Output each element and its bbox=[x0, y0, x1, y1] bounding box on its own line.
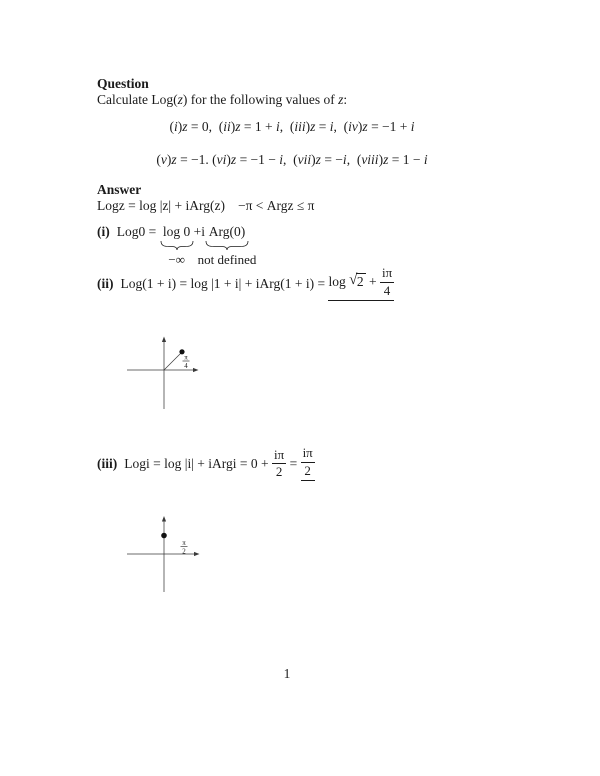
answer-item-ii bbox=[97, 266, 394, 301]
text-segment: ( bbox=[156, 152, 161, 167]
text-segment: −π < Argz ≤ π bbox=[237, 198, 315, 213]
item-i-label: (i) bbox=[97, 224, 110, 239]
page-number: 1 bbox=[283, 666, 291, 681]
text-segment: ) bbox=[311, 152, 316, 167]
equation-values-line-2 bbox=[97, 152, 487, 168]
fraction-ipi-over-2-result: $\frac{i\pi}{2}$ bbox=[302, 445, 313, 478]
y-axis-arrow-icon bbox=[162, 337, 166, 343]
underbrace-arg0-text: Arg(0) bbox=[208, 224, 246, 239]
text-segment: i bbox=[275, 119, 280, 134]
underbrace-group-arg0: Arg(0) not defined bbox=[197, 224, 257, 267]
result-log-text: log bbox=[328, 274, 350, 290]
text-segment: z bbox=[315, 152, 321, 167]
text-segment: ) bbox=[305, 119, 311, 134]
text-segment: ( bbox=[212, 152, 217, 167]
result-plus-text: + bbox=[365, 274, 380, 290]
complex-plane-diagram-pi-over-2 bbox=[120, 512, 210, 598]
text-segment: vi bbox=[216, 152, 227, 167]
fraction-ipi-over-4: $\frac{i\pi}{4}$ bbox=[381, 265, 393, 298]
text-segment: z bbox=[338, 92, 344, 107]
underbrace-icon bbox=[205, 241, 249, 251]
text-segment: z bbox=[235, 119, 241, 134]
text-segment: ( bbox=[289, 119, 295, 134]
sqrt-two: √ 2 bbox=[349, 272, 364, 290]
text-segment: i bbox=[173, 119, 178, 134]
radical-icon: √ bbox=[349, 272, 358, 289]
point-dot bbox=[161, 533, 167, 539]
item-i-lead: Log0 = bbox=[116, 224, 160, 239]
text-segment: = −1 + bbox=[367, 119, 411, 134]
item-iii-label: (iii) bbox=[97, 455, 118, 471]
item-iii-underlined-result bbox=[301, 446, 315, 481]
text-segment: z bbox=[362, 119, 368, 134]
item-iii-body: Logi = log |i| + iArgi = 0 + bbox=[124, 455, 272, 471]
text-segment: , bbox=[346, 152, 357, 167]
text-segment: , bbox=[279, 119, 290, 134]
log-definition-formula bbox=[97, 198, 315, 214]
text-segment: z bbox=[383, 152, 389, 167]
text-segment: iv bbox=[348, 119, 358, 134]
text-segment: ii bbox=[223, 119, 231, 134]
item-ii-body: Log(1 + i) = log |1 + i| + iArg(1 + i) = bbox=[120, 275, 329, 291]
equation-values-line-1 bbox=[97, 119, 487, 135]
answer-item-iii bbox=[97, 446, 315, 481]
text-segment: ( bbox=[218, 119, 224, 134]
text-segment: ) bbox=[177, 119, 183, 134]
text-segment: viii bbox=[361, 152, 379, 167]
item-iii-equals: = bbox=[286, 455, 301, 471]
text-segment: = 1 − bbox=[388, 152, 424, 167]
text-segment: = − bbox=[320, 152, 343, 167]
angle-label-denominator: 4 bbox=[184, 362, 188, 370]
underbrace-log0-text: log 0 bbox=[162, 224, 191, 239]
text-segment: i bbox=[279, 152, 284, 167]
text-segment: ( bbox=[293, 152, 298, 167]
text-segment: , bbox=[283, 152, 294, 167]
fraction-ipi-over-2: $\frac{i\pi}{2}$ bbox=[274, 446, 285, 480]
text-segment: = bbox=[315, 119, 330, 134]
text-segment: , bbox=[333, 119, 344, 134]
radius-line bbox=[164, 353, 181, 370]
text-segment: = 0, bbox=[187, 119, 219, 134]
text-segment: = 1 + bbox=[240, 119, 276, 134]
text-segment: i bbox=[410, 119, 415, 134]
text-segment: z bbox=[182, 119, 188, 134]
text-segment: ( bbox=[169, 119, 174, 134]
item-ii-underlined-result bbox=[328, 266, 394, 301]
text-segment: v bbox=[160, 152, 167, 167]
text-segment: Calculate Log( bbox=[97, 92, 178, 107]
question-heading: Question bbox=[97, 76, 149, 91]
text-segment: ) bbox=[226, 152, 231, 167]
angle-label-numerator: π bbox=[182, 539, 186, 547]
underbrace-icon bbox=[160, 241, 194, 251]
text-segment: z bbox=[230, 152, 237, 167]
x-axis-arrow-icon bbox=[193, 368, 199, 372]
text-segment: z bbox=[310, 119, 316, 134]
text-segment: ) bbox=[166, 152, 172, 167]
text-segment: iii bbox=[294, 119, 306, 134]
text-segment: Logz = log |z| + iArg(z) bbox=[97, 198, 225, 213]
text-segment: ) for the following values of bbox=[182, 92, 339, 107]
text-segment: z bbox=[171, 152, 177, 167]
text-segment: ( bbox=[343, 119, 349, 134]
complex-plane-diagram-pi-over-4 bbox=[120, 332, 210, 416]
question-intro bbox=[97, 92, 347, 108]
text-segment: : bbox=[343, 92, 348, 107]
text-segment: vii bbox=[297, 152, 312, 167]
answer-item-i bbox=[97, 224, 257, 268]
angle-label-numerator: π bbox=[184, 353, 188, 362]
answer-heading: Answer bbox=[97, 182, 142, 197]
underbrace-group-log0: log 0 −∞ bbox=[160, 224, 194, 268]
text-segment: ) bbox=[378, 152, 384, 167]
text-segment: i bbox=[342, 152, 347, 167]
text-segment: = −1. bbox=[176, 152, 213, 167]
item-i-middle: +i bbox=[193, 224, 205, 239]
text-segment: ) bbox=[230, 119, 236, 134]
y-axis-arrow-icon bbox=[162, 516, 166, 522]
text-segment: i bbox=[423, 152, 428, 167]
text-segment: ) bbox=[357, 119, 363, 134]
x-axis-arrow-icon bbox=[194, 552, 200, 556]
text-segment: z bbox=[177, 92, 183, 107]
angle-label-denominator: 2 bbox=[182, 547, 186, 556]
text-segment: ( bbox=[356, 152, 362, 167]
text-segment: i bbox=[329, 119, 334, 134]
text-segment: = −1 − bbox=[236, 152, 280, 167]
item-ii-label: (ii) bbox=[97, 275, 114, 291]
